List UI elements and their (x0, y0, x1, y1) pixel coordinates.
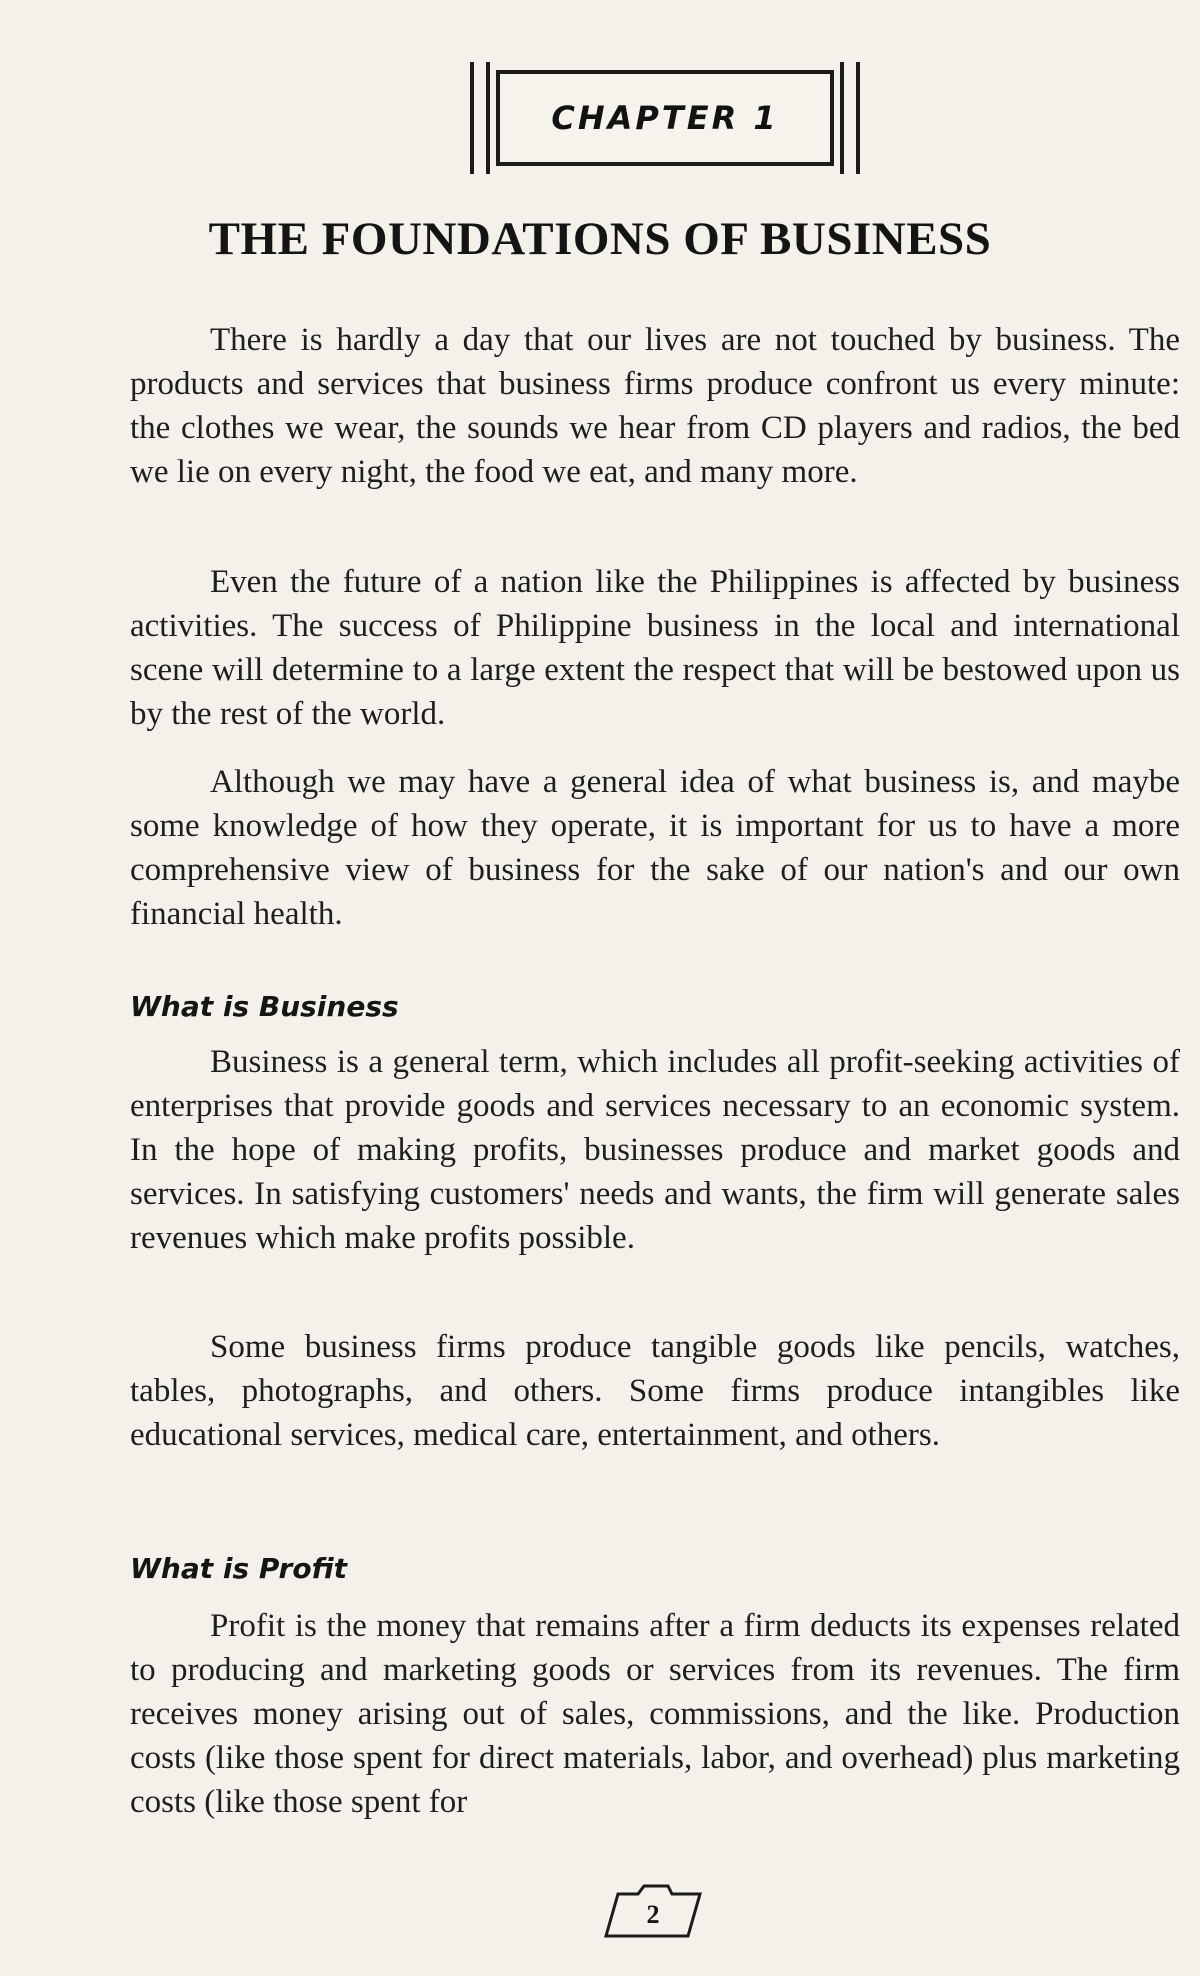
banner-left-post (470, 62, 490, 174)
chapter-label: CHAPTER 1 (551, 99, 779, 137)
page-number: 2 (646, 1900, 660, 1929)
intro-paragraph-3: Although we may have a general idea of what business is, and maybe some knowledge of how they operate, it is important for us to have a more comprehensive view of business for the sake of our nation's and our own financial health. (130, 764, 1180, 932)
chapter-banner (470, 62, 860, 174)
intro-paragraph-2: Even the future of a nation like the Philippines is affected by business activities. The success of Philippine business in the local and international scene will determine to a large extent the respect that will be bestowed upon us by the rest of the world. (130, 564, 1180, 732)
section-heading-business: What is Business (130, 990, 399, 1023)
profit-paragraph-1: Profit is the money that remains after a firm deducts its expenses related to producing and marketing goods or services from its revenues. The firm receives money arising out of sales, commissions, and the like. Production costs (like those spent for direct materials, labor, and overhead) plus marketing costs (like those spent for (130, 1608, 1180, 1820)
intro-paragraph-1: There is hardly a day that our lives are not touched by business. The products and services that business firms produce confront us every minute: the clothes we wear, the sounds we hear from CD players and radios, the bed we lie on every night, the food we eat, and many more. (130, 322, 1180, 490)
banner-right-post (840, 62, 860, 174)
page-title: THE FOUNDATIONS OF BUSINESS (208, 213, 992, 265)
section-heading-profit: What is Profit (130, 1552, 347, 1585)
business-paragraph-2: Some business firms produce tangible goods like pencils, watches, tables, photographs, and others. Some firms produce intangibles like educational services, medical care, entertainment, and others. (130, 1329, 1180, 1453)
business-paragraph-1: Business is a general term, which includes all profit-seeking activities of enterprises that provide goods and services necessary to an economic system. In the hope of making profits, businesses produce and market goods and services. In satisfying customers' needs and wants, the firm will generate sales revenues which make profits possible. (130, 1044, 1180, 1256)
chapter-label-box (496, 70, 834, 166)
page-number-tab (598, 1880, 708, 1940)
